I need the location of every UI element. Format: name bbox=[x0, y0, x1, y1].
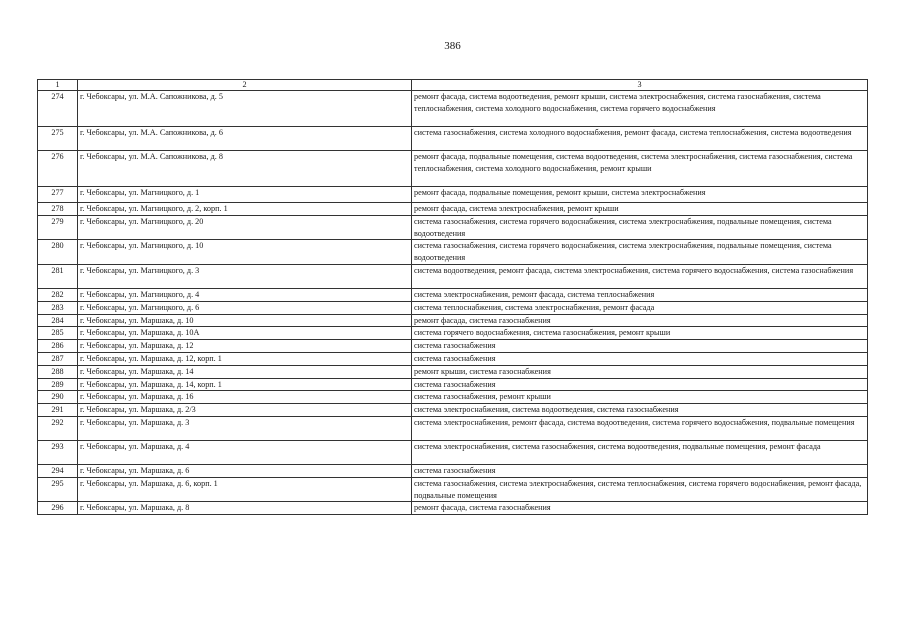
row-works: система электроснабжения, ремонт фасада, система теплоснабжения bbox=[412, 288, 868, 301]
table-row bbox=[38, 352, 868, 365]
row-address: г. Чебоксары, ул. Маршака, д. 10А bbox=[78, 327, 412, 340]
table-row bbox=[38, 215, 868, 240]
row-number: 296 bbox=[38, 502, 78, 515]
row-number: 283 bbox=[38, 301, 78, 314]
row-number: 290 bbox=[38, 391, 78, 404]
row-address: г. Чебоксары, ул. Маршака, д. 4 bbox=[78, 440, 412, 464]
row-works: система газоснабжения bbox=[412, 464, 868, 477]
column-header-number: 1 bbox=[38, 80, 78, 91]
row-works: ремонт фасада, система электроснабжения, ремонт крыши bbox=[412, 203, 868, 216]
row-address: г. Чебоксары, ул. М.А. Сапожникова, д. 8 bbox=[78, 151, 412, 187]
row-number: 295 bbox=[38, 477, 78, 502]
housing-repair-table bbox=[37, 79, 868, 515]
row-address: г. Чебоксары, ул. Маршака, д. 6 bbox=[78, 464, 412, 477]
row-number: 289 bbox=[38, 378, 78, 391]
row-address: г. Чебоксары, ул. Маршака, д. 16 bbox=[78, 391, 412, 404]
table-row bbox=[38, 340, 868, 353]
row-works: система газоснабжения, система горячего водоснабжения, система электроснабжения, подвальные помещения, система водоотведения bbox=[412, 240, 868, 265]
row-works: ремонт фасада, система газоснабжения bbox=[412, 502, 868, 515]
row-works: система газоснабжения, система электроснабжения, система теплоснабжения, система горячего водоснабжения, ремонт фасада, подвальные помещения bbox=[412, 477, 868, 502]
table-row bbox=[38, 477, 868, 502]
table-row bbox=[38, 327, 868, 340]
row-works: система газоснабжения, система горячего водоснабжения, система электроснабжения, подвальные помещения, система водоотведения bbox=[412, 215, 868, 240]
row-works: система газоснабжения, ремонт крыши bbox=[412, 391, 868, 404]
column-header-address: 2 bbox=[78, 80, 412, 91]
table-row bbox=[38, 203, 868, 216]
row-number: 291 bbox=[38, 404, 78, 417]
row-number: 282 bbox=[38, 288, 78, 301]
row-works: система водоотведения, ремонт фасада, система электроснабжения, система горячего водоснабжения, система газоснабжения bbox=[412, 264, 868, 288]
row-address: г. Чебоксары, ул. М.А. Сапожникова, д. 5 bbox=[78, 91, 412, 127]
table-row bbox=[38, 464, 868, 477]
table-row bbox=[38, 91, 868, 127]
row-number: 293 bbox=[38, 440, 78, 464]
row-number: 276 bbox=[38, 151, 78, 187]
row-address: г. Чебоксары, ул. Магницкого, д. 1 bbox=[78, 187, 412, 203]
row-address: г. Чебоксары, ул. Маршака, д. 12 bbox=[78, 340, 412, 353]
row-address: г. Чебоксары, ул. Маршака, д. 2/3 bbox=[78, 404, 412, 417]
row-works: система газоснабжения bbox=[412, 352, 868, 365]
table-header-row bbox=[38, 80, 868, 91]
row-number: 278 bbox=[38, 203, 78, 216]
row-works: ремонт фасада, система газоснабжения bbox=[412, 314, 868, 327]
row-number: 279 bbox=[38, 215, 78, 240]
table-row bbox=[38, 416, 868, 440]
table-row bbox=[38, 365, 868, 378]
row-number: 288 bbox=[38, 365, 78, 378]
row-number: 294 bbox=[38, 464, 78, 477]
row-address: г. Чебоксары, ул. Маршака, д. 6, корп. 1 bbox=[78, 477, 412, 502]
row-address: г. Чебоксары, ул. Маршака, д. 10 bbox=[78, 314, 412, 327]
row-address: г. Чебоксары, ул. Маршака, д. 14 bbox=[78, 365, 412, 378]
row-works: система электроснабжения, система газоснабжения, система водоотведения, подвальные помещения, ремонт фасада bbox=[412, 440, 868, 464]
page-number: 386 bbox=[444, 40, 461, 52]
row-works: ремонт фасада, подвальные помещения, ремонт крыши, система электроснабжения bbox=[412, 187, 868, 203]
row-number: 285 bbox=[38, 327, 78, 340]
row-address: г. Чебоксары, ул. Магницкого, д. 3 bbox=[78, 264, 412, 288]
table-row bbox=[38, 301, 868, 314]
table-row bbox=[38, 440, 868, 464]
row-works: система горячего водоснабжения, система газоснабжения, ремонт крыши bbox=[412, 327, 868, 340]
row-number: 275 bbox=[38, 127, 78, 151]
row-works: ремонт фасада, подвальные помещения, система водоотведения, система электроснабжения, система газоснабжения, система теплоснабжения, система холодного водоснабжения, ремонт крыши bbox=[412, 151, 868, 187]
row-address: г. Чебоксары, ул. Маршака, д. 12, корп. 1 bbox=[78, 352, 412, 365]
row-address: г. Чебоксары, ул. Магницкого, д. 4 bbox=[78, 288, 412, 301]
row-works: ремонт фасада, система водоотведения, ремонт крыши, система электроснабжения, система газоснабжения, система теплоснабжения, система холодного водоснабжения, система горячего водоснабжения bbox=[412, 91, 868, 127]
row-number: 284 bbox=[38, 314, 78, 327]
table-row bbox=[38, 240, 868, 265]
row-address: г. Чебоксары, ул. Магницкого, д. 2, корп. 1 bbox=[78, 203, 412, 216]
table-row bbox=[38, 127, 868, 151]
table-row bbox=[38, 187, 868, 203]
table-row bbox=[38, 404, 868, 417]
table-row bbox=[38, 151, 868, 187]
table-row bbox=[38, 264, 868, 288]
row-works: система электроснабжения, ремонт фасада, система водоотведения, система горячего водоснабжения, подвальные помещения bbox=[412, 416, 868, 440]
table-row bbox=[38, 391, 868, 404]
row-address: г. Чебоксары, ул. Маршака, д. 14, корп. 1 bbox=[78, 378, 412, 391]
column-header-works: 3 bbox=[412, 80, 868, 91]
row-number: 274 bbox=[38, 91, 78, 127]
table-body bbox=[38, 91, 868, 515]
row-address: г. Чебоксары, ул. Маршака, д. 8 bbox=[78, 502, 412, 515]
table-row bbox=[38, 314, 868, 327]
row-address: г. Чебоксары, ул. Магницкого, д. 10 bbox=[78, 240, 412, 265]
row-number: 277 bbox=[38, 187, 78, 203]
table-row bbox=[38, 288, 868, 301]
row-works: система газоснабжения, система холодного водоснабжения, ремонт фасада, система теплоснабжения, система водоотведения bbox=[412, 127, 868, 151]
row-address: г. Чебоксары, ул. Маршака, д. 3 bbox=[78, 416, 412, 440]
row-number: 292 bbox=[38, 416, 78, 440]
row-address: г. Чебоксары, ул. Магницкого, д. 20 bbox=[78, 215, 412, 240]
row-number: 280 bbox=[38, 240, 78, 265]
row-address: г. Чебоксары, ул. Магницкого, д. 6 bbox=[78, 301, 412, 314]
table-row bbox=[38, 378, 868, 391]
row-works: система теплоснабжения, система электроснабжения, ремонт фасада bbox=[412, 301, 868, 314]
row-works: ремонт крыши, система газоснабжения bbox=[412, 365, 868, 378]
row-number: 287 bbox=[38, 352, 78, 365]
table-row bbox=[38, 502, 868, 515]
row-works: система электроснабжения, система водоотведения, система газоснабжения bbox=[412, 404, 868, 417]
row-number: 281 bbox=[38, 264, 78, 288]
row-address: г. Чебоксары, ул. М.А. Сапожникова, д. 6 bbox=[78, 127, 412, 151]
row-works: система газоснабжения bbox=[412, 340, 868, 353]
row-works: система газоснабжения bbox=[412, 378, 868, 391]
row-number: 286 bbox=[38, 340, 78, 353]
